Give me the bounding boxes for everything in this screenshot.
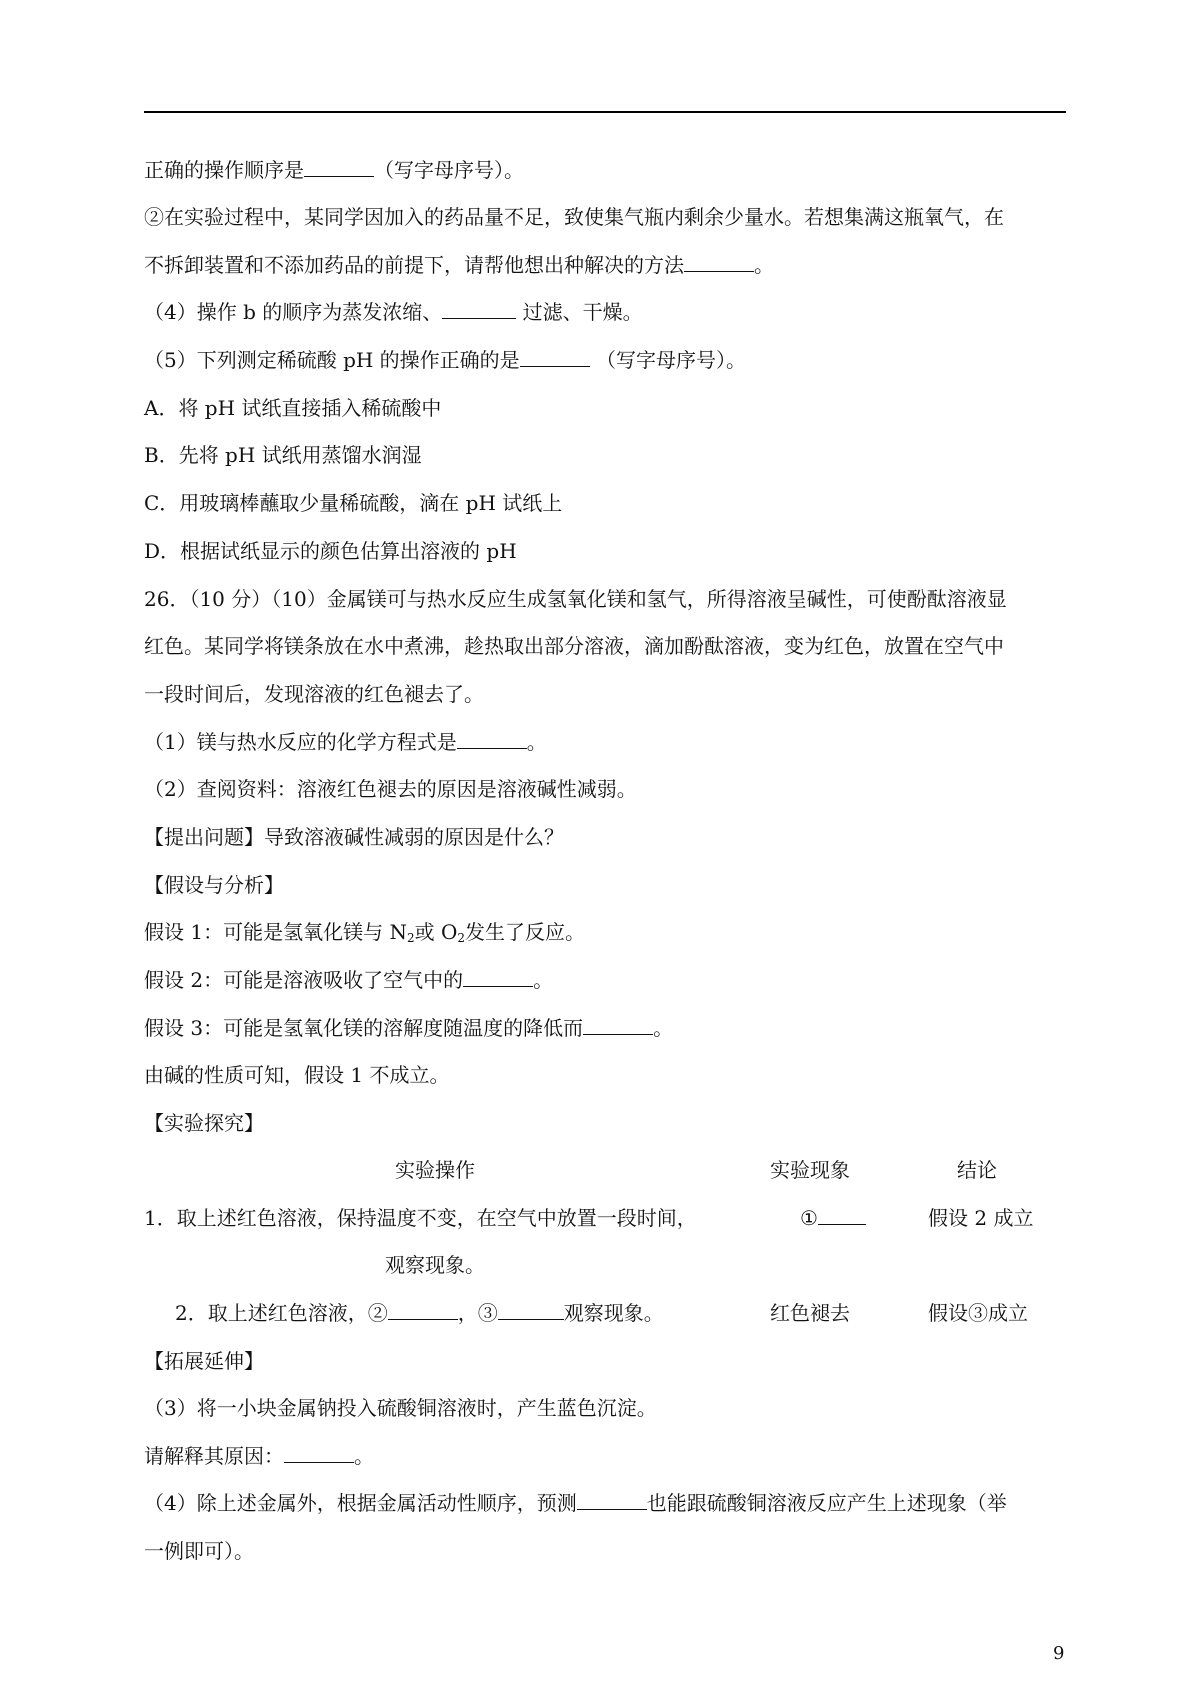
page-number: 9 [1053,1643,1065,1664]
table-row-1-operation-cont: 观察现象。 [385,1253,485,1277]
section-heading: 【实验探究】 [144,1111,264,1135]
hypothesis-1: 假设 1：可能是氢氧化镁与 $N_2$或 $O_2$发生了反应。 [144,920,585,945]
question-text-line: （3）将一小块金属钠投入硫酸铜溶液时，产生蓝色沉淀。 [144,1396,657,1420]
answer-blank[interactable] [684,253,754,272]
answer-blank[interactable] [463,968,533,987]
question-26-stem: 26．（10 分）（10）金属镁可与热水反应生成氢氧化镁和氢气，所得溶液呈碱性，可使酚酞溶液显 [144,587,1007,611]
answer-blank[interactable] [818,1206,866,1225]
header-rule [144,111,1066,113]
question-text-line: 一例即可）。 [144,1539,254,1563]
question-text-line: （4）操作 b 的顺序为蒸发浓缩、 过滤、干燥。 [144,300,643,324]
table-header-phenomenon: 实验现象 [770,1158,850,1182]
option-d: D．根据试纸显示的颜色估算出溶液的 pH [144,539,517,563]
question-text-line: ②在实验过程中，某同学因加入的药品量不足，致使集气瓶内剩余少量水。若想集满这瓶氧气，在 [144,205,1004,229]
answer-blank[interactable] [520,348,590,367]
question-text-line: 不拆卸装置和不添加药品的前提下，请帮他想出种解决的方法 。 [144,253,774,277]
section-heading: 【假设与分析】 [144,873,284,897]
question-text-line: （4）除上述金属外，根据金属活动性顺序，预测 也能跟硫酸铜溶液反应产生上述现象（举 [144,1491,1007,1515]
question-text-line: 请解释其原因： 。 [144,1444,374,1468]
question-text-line: （1）镁与热水反应的化学方程式是 。 [144,730,547,754]
answer-blank[interactable] [304,158,374,177]
hypothesis-3: 假设 3：可能是氢氧化镁的溶解度随温度的降低而 。 [144,1016,674,1040]
question-26-stem: 红色。某同学将镁条放在水中煮沸，趁热取出部分溶液，滴加酚酞溶液，变为红色，放置在空气中 [144,634,1004,658]
table-row-2-phenomenon: 红色褪去 [770,1301,850,1325]
table-row-1-operation: 1．取上述红色溶液，保持温度不变，在空气中放置一段时间， [144,1206,697,1230]
answer-blank[interactable] [577,1491,647,1510]
table-row-2-operation: 2．取上述红色溶液，② ，③ 观察现象。 [175,1301,664,1325]
option-c: C．用玻璃棒蘸取少量稀硫酸，滴在 pH 试纸上 [144,491,563,515]
option-a: A．将 pH 试纸直接插入稀硫酸中 [144,396,442,420]
table-header-conclusion: 结论 [957,1158,997,1182]
table-row-1-conclusion: 假设 2 成立 [928,1206,1034,1230]
hypothesis-2: 假设 2：可能是溶液吸收了空气中的 。 [144,968,554,992]
answer-blank[interactable] [498,1301,564,1320]
answer-blank[interactable] [457,730,527,749]
option-b: B．先将 pH 试纸用蒸馏水润湿 [144,443,422,467]
section-heading: 【拓展延伸】 [144,1349,264,1373]
question-text-line: （5）下列测定稀硫酸 pH 的操作正确的是 （写字母序号）。 [144,348,747,372]
question-26-stem: 一段时间后，发现溶液的红色褪去了。 [144,682,484,706]
section-heading: 【提出问题】导致溶液碱性减弱的原因是什么？ [144,825,564,849]
answer-blank[interactable] [583,1016,653,1035]
answer-blank[interactable] [388,1301,458,1320]
table-row-1-phenomenon: ① [800,1206,866,1230]
table-row-2-conclusion: 假设③成立 [928,1301,1028,1325]
answer-blank[interactable] [442,300,516,319]
question-text-line: 正确的操作顺序是 （写字母序号）。 [144,158,524,182]
table-header-operation: 实验操作 [395,1158,475,1182]
question-text-line: （2）查阅资料：溶液红色褪去的原因是溶液碱性减弱。 [144,777,637,801]
question-text-line: 由碱的性质可知，假设 1 不成立。 [144,1063,450,1087]
answer-blank[interactable] [284,1444,354,1463]
